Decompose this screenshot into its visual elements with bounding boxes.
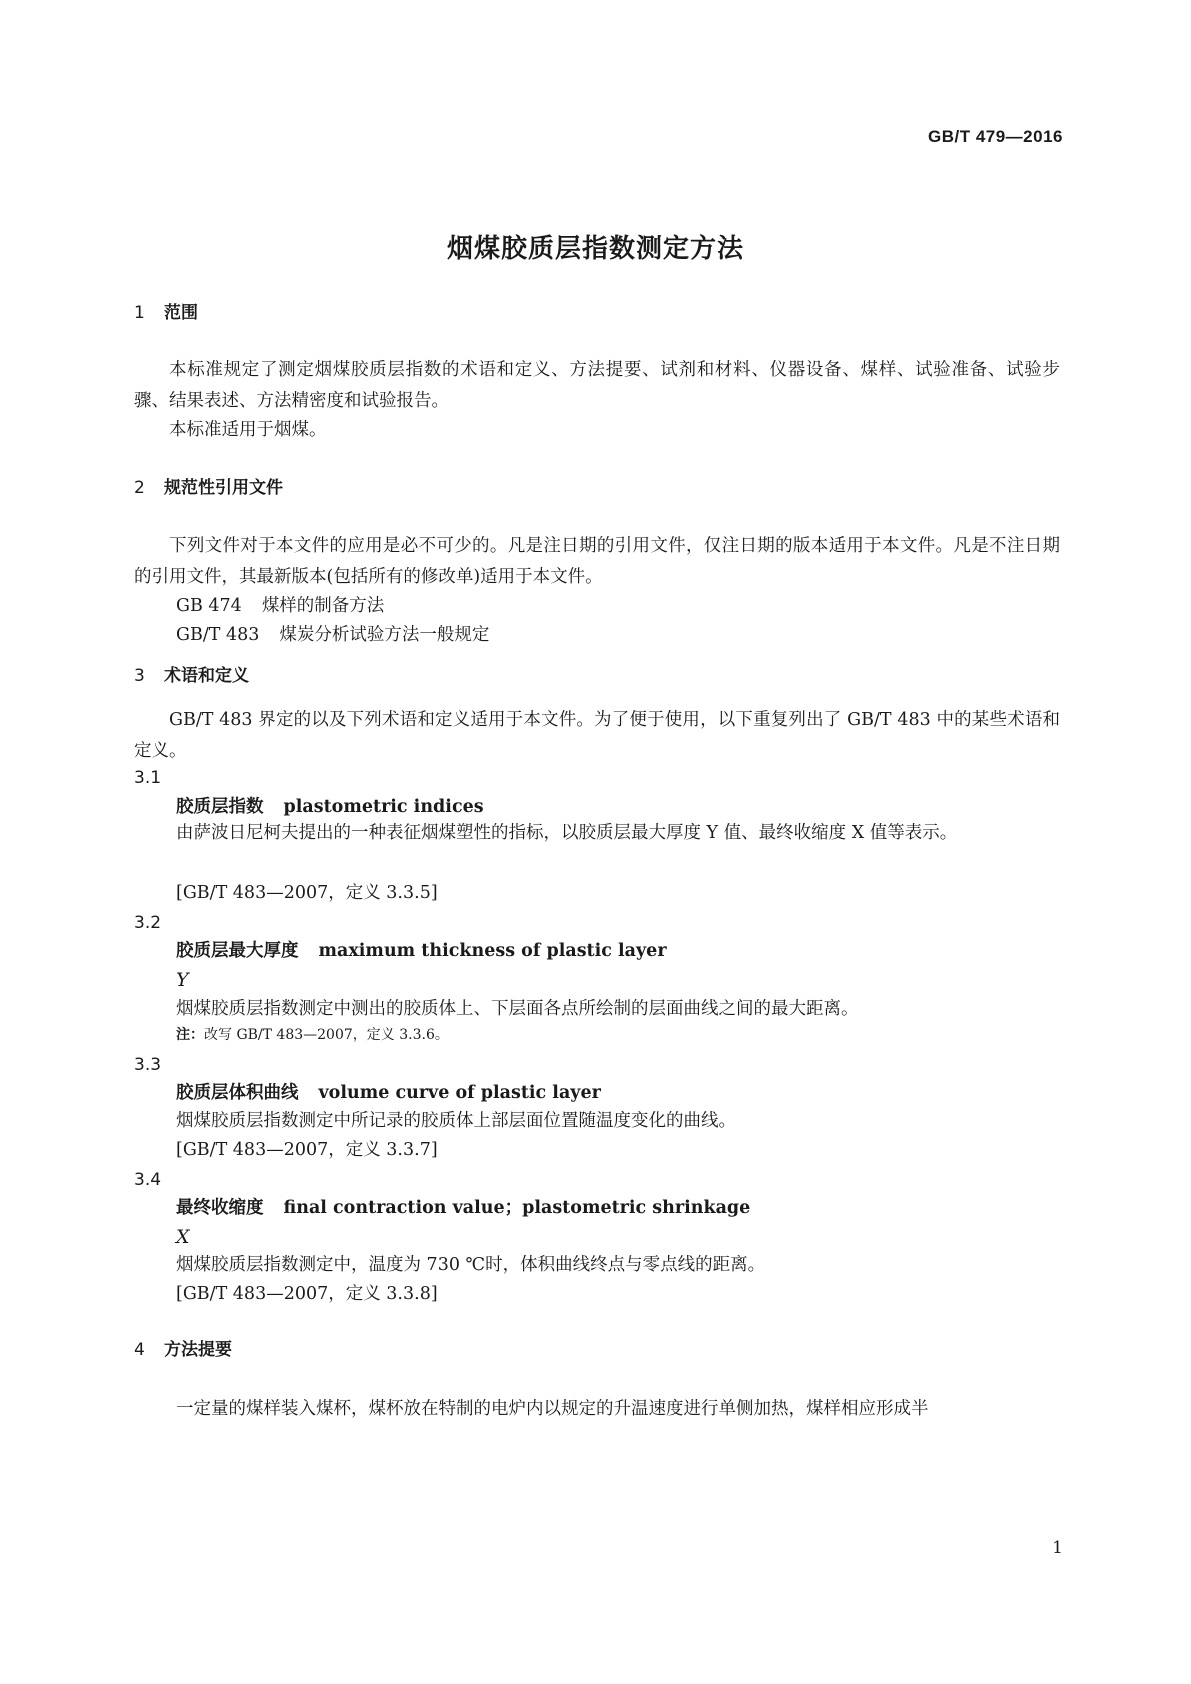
reference-name: 煤炭分析试验方法一般规定	[279, 625, 490, 645]
normative-reference	[176, 595, 384, 617]
section-2-paragraph-1: 下列文件对于本文件的应用是必不可少的。凡是注日期的引用文件，仅注日期的版本适用于本文件。凡是不注日期的引用文件，其最新版本(包括所有的修改单)适用于本文件。	[134, 536, 1060, 587]
term-chinese: 最终收缩度	[176, 1198, 264, 1218]
term-symbol: X	[176, 1226, 190, 1248]
section-4-heading	[134, 1339, 232, 1361]
section-title: 范围	[164, 303, 198, 323]
term-english: plastometric indices	[283, 797, 484, 817]
term-definition: 由萨波日尼柯夫提出的一种表征烟煤塑性的指标，以胶质层最大厚度 Y 值、最终收缩度 X 值等表示。	[176, 823, 958, 843]
term-entry	[176, 1197, 750, 1219]
section-title: 规范性引用文件	[164, 478, 283, 498]
term-number: 3.3	[134, 1055, 162, 1075]
reference-code: GB/T 483	[176, 625, 260, 645]
term-definition: 烟煤胶质层指数测定中所记录的胶质体上部层面位置随温度变化的曲线。	[176, 1111, 736, 1131]
section-4-paragraph-1: 一定量的煤样装入煤杯，煤杯放在特制的电炉内以规定的升温速度进行单侧加热，煤样相应形成半	[176, 1399, 929, 1419]
term-entry	[176, 796, 484, 818]
term-definition: 烟煤胶质层指数测定中，温度为 730 ℃时，体积曲线终点与零点线的距离。	[176, 1255, 766, 1275]
term-source: [GB/T 483—2007，定义 3.3.8]	[176, 1284, 438, 1304]
term-english: final contraction value；plastometric shrinkage	[283, 1198, 751, 1218]
section-number: 2	[134, 478, 145, 498]
section-3-heading	[134, 665, 249, 687]
section-1-heading	[134, 302, 198, 324]
standard-code: GB/T 479—2016	[927, 127, 1063, 146]
term-english: volume curve of plastic layer	[318, 1083, 601, 1103]
section-2-heading	[134, 477, 283, 499]
term-number: 3.2	[134, 913, 162, 933]
section-number: 4	[134, 1340, 145, 1360]
term-chinese: 胶质层指数	[176, 797, 264, 817]
section-1-paragraph-1: 本标准规定了测定烟煤胶质层指数的术语和定义、方法提要、试剂和材料、仪器设备、煤样、试验准备、试验步骤、结果表述、方法精密度和试验报告。	[134, 360, 1060, 411]
term-entry	[176, 940, 667, 962]
term-note	[176, 1025, 449, 1045]
note-label: 注：	[176, 1027, 204, 1043]
term-chinese: 胶质层体积曲线	[176, 1083, 299, 1103]
term-number: 3.4	[134, 1170, 162, 1190]
section-number: 3	[134, 666, 145, 686]
term-entry	[176, 1082, 601, 1104]
term-source: [GB/T 483—2007，定义 3.3.7]	[176, 1140, 438, 1160]
section-1-paragraph-2: 本标准适用于烟煤。	[169, 420, 327, 440]
term-symbol: Y	[176, 969, 189, 991]
reference-name: 煤样的制备方法	[261, 596, 385, 616]
term-chinese: 胶质层最大厚度	[176, 941, 299, 961]
normative-reference	[176, 624, 489, 646]
term-source: [GB/T 483—2007，定义 3.3.5]	[176, 883, 438, 903]
page-number: 1	[1052, 1538, 1063, 1558]
term-number: 3.1	[134, 768, 162, 788]
section-3-paragraph-1: GB/T 483 界定的以及下列术语和定义适用于本文件。为了便于使用，以下重复列出了 GB/T 483 中的某些术语和定义。	[134, 710, 1060, 761]
term-definition: 烟煤胶质层指数测定中测出的胶质体上、下层面各点所绘制的层面曲线之间的最大距离。	[176, 999, 859, 1019]
note-text: 改写 GB/T 483—2007，定义 3.3.6。	[204, 1027, 449, 1043]
document-title: 烟煤胶质层指数测定方法	[446, 234, 744, 264]
section-title: 方法提要	[164, 1340, 232, 1360]
term-english: maximum thickness of plastic layer	[318, 941, 667, 961]
reference-code: GB 474	[176, 596, 242, 616]
section-number: 1	[134, 303, 145, 323]
section-title: 术语和定义	[164, 666, 249, 686]
